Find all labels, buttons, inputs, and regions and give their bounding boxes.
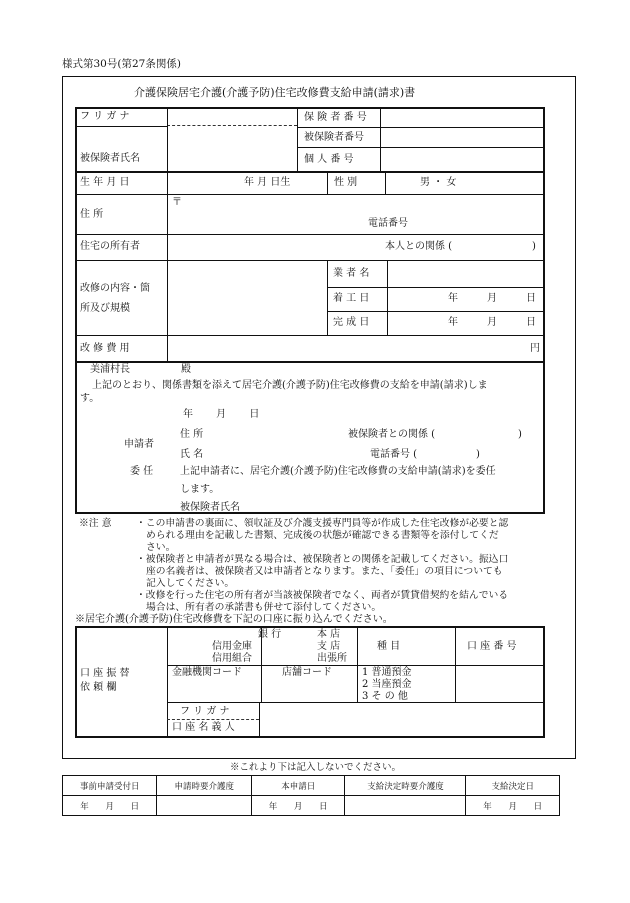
office-use-table bbox=[62, 775, 560, 816]
insured-number-label: 被保険者番号 bbox=[304, 132, 364, 143]
owner-relation-label: 本人との関係 ( bbox=[385, 241, 453, 252]
rule bbox=[167, 702, 545, 703]
account-number-header: 口 座 番 号 bbox=[467, 641, 517, 652]
completion-month: 月 bbox=[487, 317, 497, 328]
applicant-address-label: 住 所 bbox=[180, 429, 204, 440]
yen-unit: 円 bbox=[530, 343, 540, 354]
branch-code-label: 店舗コード bbox=[282, 667, 332, 678]
rule bbox=[387, 260, 388, 335]
applicant-label: 申請者 bbox=[124, 439, 154, 450]
start-day: 日 bbox=[526, 293, 536, 304]
personal-number-label: 個 人 番 号 bbox=[304, 154, 354, 165]
applicant-phone-label: 電話番号 ( bbox=[370, 449, 418, 460]
rule bbox=[259, 702, 260, 738]
start-date-label: 着 工 日 bbox=[333, 293, 370, 304]
rule bbox=[297, 107, 298, 171]
office-use-notice: ※これより下は記入しないでください。 bbox=[230, 762, 402, 773]
rule bbox=[167, 626, 168, 738]
form-number: 様式第30号(第27条関係) bbox=[62, 58, 181, 70]
transfer-label-2: 依 頼 欄 bbox=[80, 682, 117, 693]
rule bbox=[297, 127, 545, 128]
honorific: 殿 bbox=[181, 364, 191, 375]
application-care-level-header: 申請時要介護度 bbox=[157, 776, 251, 796]
rule bbox=[327, 260, 328, 335]
contractor-label: 業 者 名 bbox=[333, 268, 370, 279]
start-year: 年 bbox=[448, 293, 458, 304]
application-date: 年 月 日 bbox=[183, 409, 260, 420]
holder-divider bbox=[167, 719, 259, 720]
notes-label: ※注 意 bbox=[79, 518, 112, 529]
rule bbox=[297, 147, 545, 148]
rule bbox=[75, 260, 545, 261]
transfer-label-1: 口 座 振 替 bbox=[80, 668, 130, 679]
cost-label: 改 修 費 用 bbox=[80, 343, 130, 354]
bank-type-2: 信用金庫 bbox=[212, 641, 252, 652]
applicant-table bbox=[75, 107, 545, 363]
sex-options: 男 ・ 女 bbox=[420, 177, 457, 188]
note-2a: ・被保険者と申請者が異なる場合は、被保険者との関係を記載してください。振込口 bbox=[136, 554, 509, 565]
account-type-2: 2 当座預金 bbox=[362, 679, 412, 690]
bank-type-3: 信用組合 bbox=[212, 653, 252, 664]
delegate-text-2: します。 bbox=[180, 484, 220, 495]
postal-mark: 〒 bbox=[172, 197, 182, 208]
owner-label: 住宅の所有者 bbox=[80, 241, 140, 252]
note-1c: さい。 bbox=[146, 542, 176, 553]
owner-relation-close: ) bbox=[532, 241, 536, 252]
applicant-name-label: 氏 名 bbox=[180, 449, 204, 460]
renovation-content-label-2: 所及び規模 bbox=[80, 303, 130, 314]
completion-year: 年 bbox=[448, 317, 458, 328]
branch-type-3: 出張所 bbox=[317, 653, 347, 664]
address-label: 住 所 bbox=[80, 209, 104, 220]
main-application-date-header: 本申請日 bbox=[251, 776, 345, 796]
rule bbox=[455, 626, 456, 702]
note-2c: 記入してください。 bbox=[146, 578, 235, 589]
applicant-relation-close: ) bbox=[518, 429, 522, 440]
rule bbox=[75, 194, 545, 195]
declaration-text-1: 上記のとおり、関係書類を添えて居宅介護(介護予防)住宅改修費の支給を申請(請求)しま bbox=[92, 380, 488, 391]
note-2b: 座の名義者は、被保険者又は申請者となります。また、「委任」の項目についても bbox=[146, 566, 503, 577]
addressee: 美浦村長 bbox=[90, 364, 130, 375]
bank-intro: ※居宅介護(介護予防)住宅改修費を下記の口座に振り込んでください。 bbox=[75, 614, 393, 625]
rule bbox=[75, 171, 545, 173]
account-type-3: 3 そ の 他 bbox=[362, 691, 408, 702]
renovation-content-label-1: 改修の内容・箇 bbox=[80, 283, 150, 294]
furigana-divider bbox=[167, 125, 297, 126]
completion-date-label: 完 成 日 bbox=[333, 317, 370, 328]
form-title: 介護保険居宅介護(介護予防)住宅改修費支給申請(請求)書 bbox=[134, 86, 416, 99]
decision-care-level-header: 支給決定時要介護度 bbox=[345, 776, 466, 796]
applicant-phone-close: ) bbox=[476, 449, 480, 460]
rule bbox=[75, 126, 167, 127]
decision-date-header: 支給決定日 bbox=[466, 776, 560, 796]
bank-code-label: 金融機関コード bbox=[172, 667, 242, 678]
rule bbox=[167, 665, 545, 666]
branch-type-2: 支 店 bbox=[317, 641, 341, 652]
note-1a: ・この申請書の裏面に、領収証及び介護支援専門員等が作成した住宅改修が必要と認 bbox=[136, 518, 509, 529]
birthdate-label: 生 年 月 日 bbox=[80, 177, 130, 188]
phone-label: 電話番号 bbox=[368, 218, 408, 229]
holder-furigana-label: フ リ ガ ナ bbox=[180, 706, 230, 717]
applicant-relation-label: 被保険者との関係 ( bbox=[348, 429, 436, 440]
delegate-label: 委 任 bbox=[130, 466, 154, 477]
insured-signature-label: 被保険者氏名 bbox=[180, 502, 240, 513]
sex-label: 性 別 bbox=[334, 177, 358, 188]
delegate-text-1: 上記申請者に、居宅介護(介護予防)住宅改修費の支給申請(請求)を委任 bbox=[180, 466, 496, 477]
bank-type-1: 銀 行 bbox=[258, 629, 282, 640]
rule bbox=[75, 335, 545, 336]
account-type-header: 種 目 bbox=[377, 641, 401, 652]
rule bbox=[75, 234, 545, 235]
note-3b: 場合は、所有者の承諾書も併せて添付してください。 bbox=[146, 602, 382, 613]
rule bbox=[385, 171, 386, 194]
start-month: 月 bbox=[487, 293, 497, 304]
completion-day: 日 bbox=[526, 317, 536, 328]
rule bbox=[327, 171, 328, 194]
rule bbox=[167, 107, 168, 363]
branch-type-1: 本 店 bbox=[317, 629, 341, 640]
rule bbox=[327, 287, 545, 288]
pre-application-date-header: 事前申請受付日 bbox=[63, 776, 157, 796]
account-holder-label: 口 座 名 義 人 bbox=[172, 722, 235, 733]
rule bbox=[327, 311, 545, 312]
rule bbox=[380, 107, 381, 171]
birth-ymd: 年 月 日生 bbox=[244, 177, 291, 188]
decision-care-level-cell bbox=[345, 796, 466, 816]
pre-application-date-cell: 年 月 日 bbox=[63, 796, 157, 816]
insurer-number-label: 保 険 者 番 号 bbox=[304, 112, 367, 123]
note-1b: められる理由を記載した書類、完成後の状態が確認できる書類等を添付してくだ bbox=[146, 530, 499, 541]
application-care-level-cell bbox=[157, 796, 251, 816]
decision-date-cell: 年 月 日 bbox=[466, 796, 560, 816]
insured-name-label: 被保険者氏名 bbox=[80, 153, 140, 164]
note-3a: ・改修を行った住宅の所有者が当該被保険者でなく、両者が賃貸借契約を結んでいる bbox=[136, 590, 509, 601]
main-application-date-cell: 年 月 日 bbox=[251, 796, 345, 816]
account-type-1: 1 普通預金 bbox=[362, 667, 412, 678]
declaration-text-2: す。 bbox=[80, 393, 100, 404]
rule bbox=[357, 626, 358, 702]
furigana-label: フ リ ガ ナ bbox=[80, 111, 130, 122]
